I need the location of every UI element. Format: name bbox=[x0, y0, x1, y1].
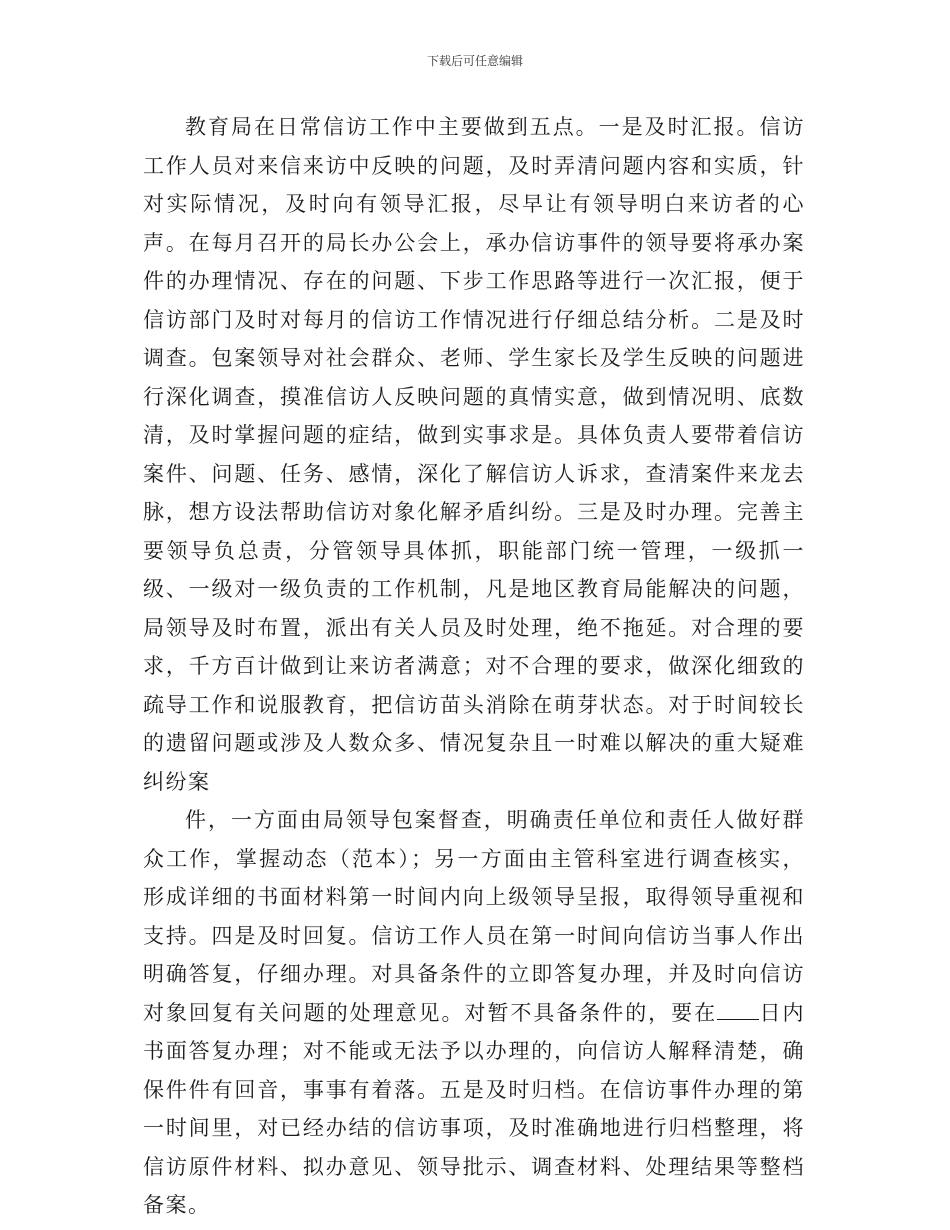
paragraph-1: 教育局在日常信访工作中主要做到五点。一是及时汇报。信访工作人员对来信来访中反映的问题，及时弄清问题内容和实质，针对实际情况，及时向有领导汇报，尽早让有领导明白来访者的心声。在每月召开的局长办公会上，承办信访事件的领导要将承办案件的办理情况、存在的问题、下步工作思路等进行一次汇报，便于信访部门及时对每月的信访工作情况进行仔细总结分析。二是及时调查。包案领导对社会群众、老师、学生家长及学生反映的问题进行深化调查，摸准信访人反映问题的真情实意，做到情况明、底数清，及时掌握问题的症结，做到实事求是。具体负责人要带着信访案件、问题、任务、感情，深化了解信访人诉求，查清案件来龙去脉，想方设法帮助信访对象化解矛盾纠纷。三是及时办理。完善主要领导负总责，分管领导具体抓，职能部门统一管理，一级抓一级、一级对一级负责的工作机制，凡是地区教育局能解决的问题，局领导及时布置，派出有关人员及时处理，绝不拖延。对合理的要求，千方百计做到让来访者满意；对不合理的要求，做深化细致的疏导工作和说服教育，把信访苗头消除在萌芽状态。对于时间较长的遗留问题或涉及人数众多、情况复杂且一时难以解决的重大疑难纠纷案 bbox=[143, 115, 805, 794]
paragraph-2-text-before-blank: 件，一方面由局领导包案督查，明确责任单位和责任人做好群众工作，掌握动态（范本）；另一方面由主管科室进行调查核实，形成详细的书面材料第一时间内向上级领导呈报，取得领导重视和支持。四是及时回复。信访工作人员在第一时间向信访当事人作出明确答复，仔细办理。对具备条件的立即答复办理，并及时向信访对象回复有关问题的处理意见。对暂不具备条件的，要在 bbox=[143, 808, 805, 1025]
page-header: 下载后可任意编辑 bbox=[426, 54, 523, 68]
fill-in-blank bbox=[717, 998, 759, 1020]
paragraph-2 bbox=[143, 801, 805, 1225]
document-body bbox=[143, 108, 805, 1225]
paragraph-2-text-after-blank: 日内书面答复办理；对不能或无法予以办理的，向信访人解释清楚，确保件件有回音，事事有着落。五是及时归档。在信访事件办理的第一时间里，对已经办结的信访事项，及时准确地进行归档整理，将信访原件材料、拟办意见、领导批示、调查材料、处理结果等整档备案。 bbox=[143, 1000, 806, 1217]
